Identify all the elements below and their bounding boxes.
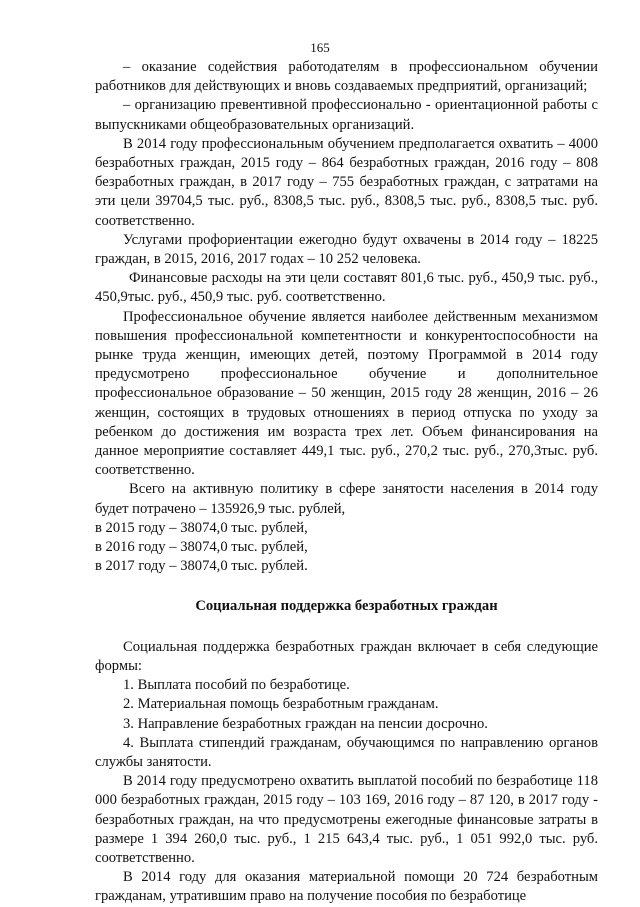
bottom-paragraphs bbox=[95, 638, 598, 907]
paragraph: 3. Направление безработных граждан на пенсии досрочно. bbox=[123, 715, 488, 732]
paragraph: в 2015 году – 38074,0 тыс. рублей, bbox=[95, 519, 308, 536]
page-number: 165 bbox=[310, 40, 330, 55]
paragraph: 1. Выплата пособий по безработице. bbox=[123, 677, 350, 694]
paragraph: 2. Материальная помощь безработным гражданам. bbox=[123, 696, 439, 713]
paragraph: В 2014 году для оказания материальной помощи 20 724 безработным гражданам, утратившим право на получение пособия по безработице bbox=[95, 869, 598, 905]
paragraph: в 2017 году – 38074,0 тыс. рублей. bbox=[95, 558, 308, 575]
top-paragraphs bbox=[95, 58, 598, 576]
paragraph: – организацию превентивной профессионально - ориентационной работы с выпускниками общеобразовательных организаций. bbox=[95, 97, 598, 133]
paragraph: в 2016 году – 38074,0 тыс. рублей, bbox=[95, 539, 308, 556]
paragraph: Профессиональное обучение является наиболее действенным механизмом повышения профессиональной компетентности и конкурентоспособности на рынке труда женщин, имеющих детей, поэтому Программой в 2014 году предусмотрено профессиональное обучение и дополнительное профессиональное образование – 50 женщин, 2015 году 28 женщин, 2016 – 26 женщин, состоящих в трудовых отношениях в период отпуска по уходу за ребенком до достижения им возраста трех лет. Объем финансирования на данное мероприятие составляет 449,1 тыс. руб., 270,2 тыс. руб., 270,3тыс. руб. соответственно. bbox=[95, 308, 598, 479]
paragraph: 4. Выплата стипендий гражданам, обучающимся по направлению органов службы занятости. bbox=[95, 734, 598, 770]
paragraph: – оказание содействия работодателям в профессиональном обучении работников для действующих и вновь создаваемых предприятий, организаций; bbox=[95, 59, 598, 95]
page-content bbox=[95, 58, 598, 907]
paragraph: Всего на активную политику в сфере занятости населения в 2014 году будет потрачено – 135926,9 тыс. рублей, bbox=[95, 481, 598, 517]
paragraph: В 2014 году профессиональным обучением предполагается охватить – 4000 безработных граждан, 2015 году – 864 безработных граждан, 2016 году – 808 безработных граждан, в 2017 году – 755 безработных граждан, с затратами на эти цели 39704,5 тыс. руб., 8308,5 тыс. руб., 8308,5 тыс. руб., 8308,5 тыс. руб. соответственно. bbox=[95, 135, 598, 229]
paragraph: Услугами профориентации ежегодно будут охвачены в 2014 году – 18225 граждан, в 2015, 2016, 2017 годах – 10 252 человека. bbox=[95, 231, 598, 268]
section-heading: Социальная поддержка безработных граждан bbox=[195, 598, 498, 615]
paragraph: В 2014 году предусмотрено охватить выплатой пособий по безработице 118 000 безработных граждан, 2015 году – 103 169, 2016 году – 87 120, в 2017 году - безработных граждан, на что предусмотрены ежегодные финансовые затраты в размере 1 394 260,0 тыс. руб., 1 215 643,4 тыс. руб., 1 051 992,0 тыс. руб. соответственно. bbox=[95, 773, 598, 866]
paragraph: Социальная поддержка безработных граждан включает в себя следующие формы: bbox=[95, 638, 598, 674]
paragraph: Финансовые расходы на эти цели составят 801,6 тыс. руб., 450,9 тыс. руб., 450,9тыс. руб., 450,9 тыс. руб. соответственно. bbox=[95, 270, 598, 306]
